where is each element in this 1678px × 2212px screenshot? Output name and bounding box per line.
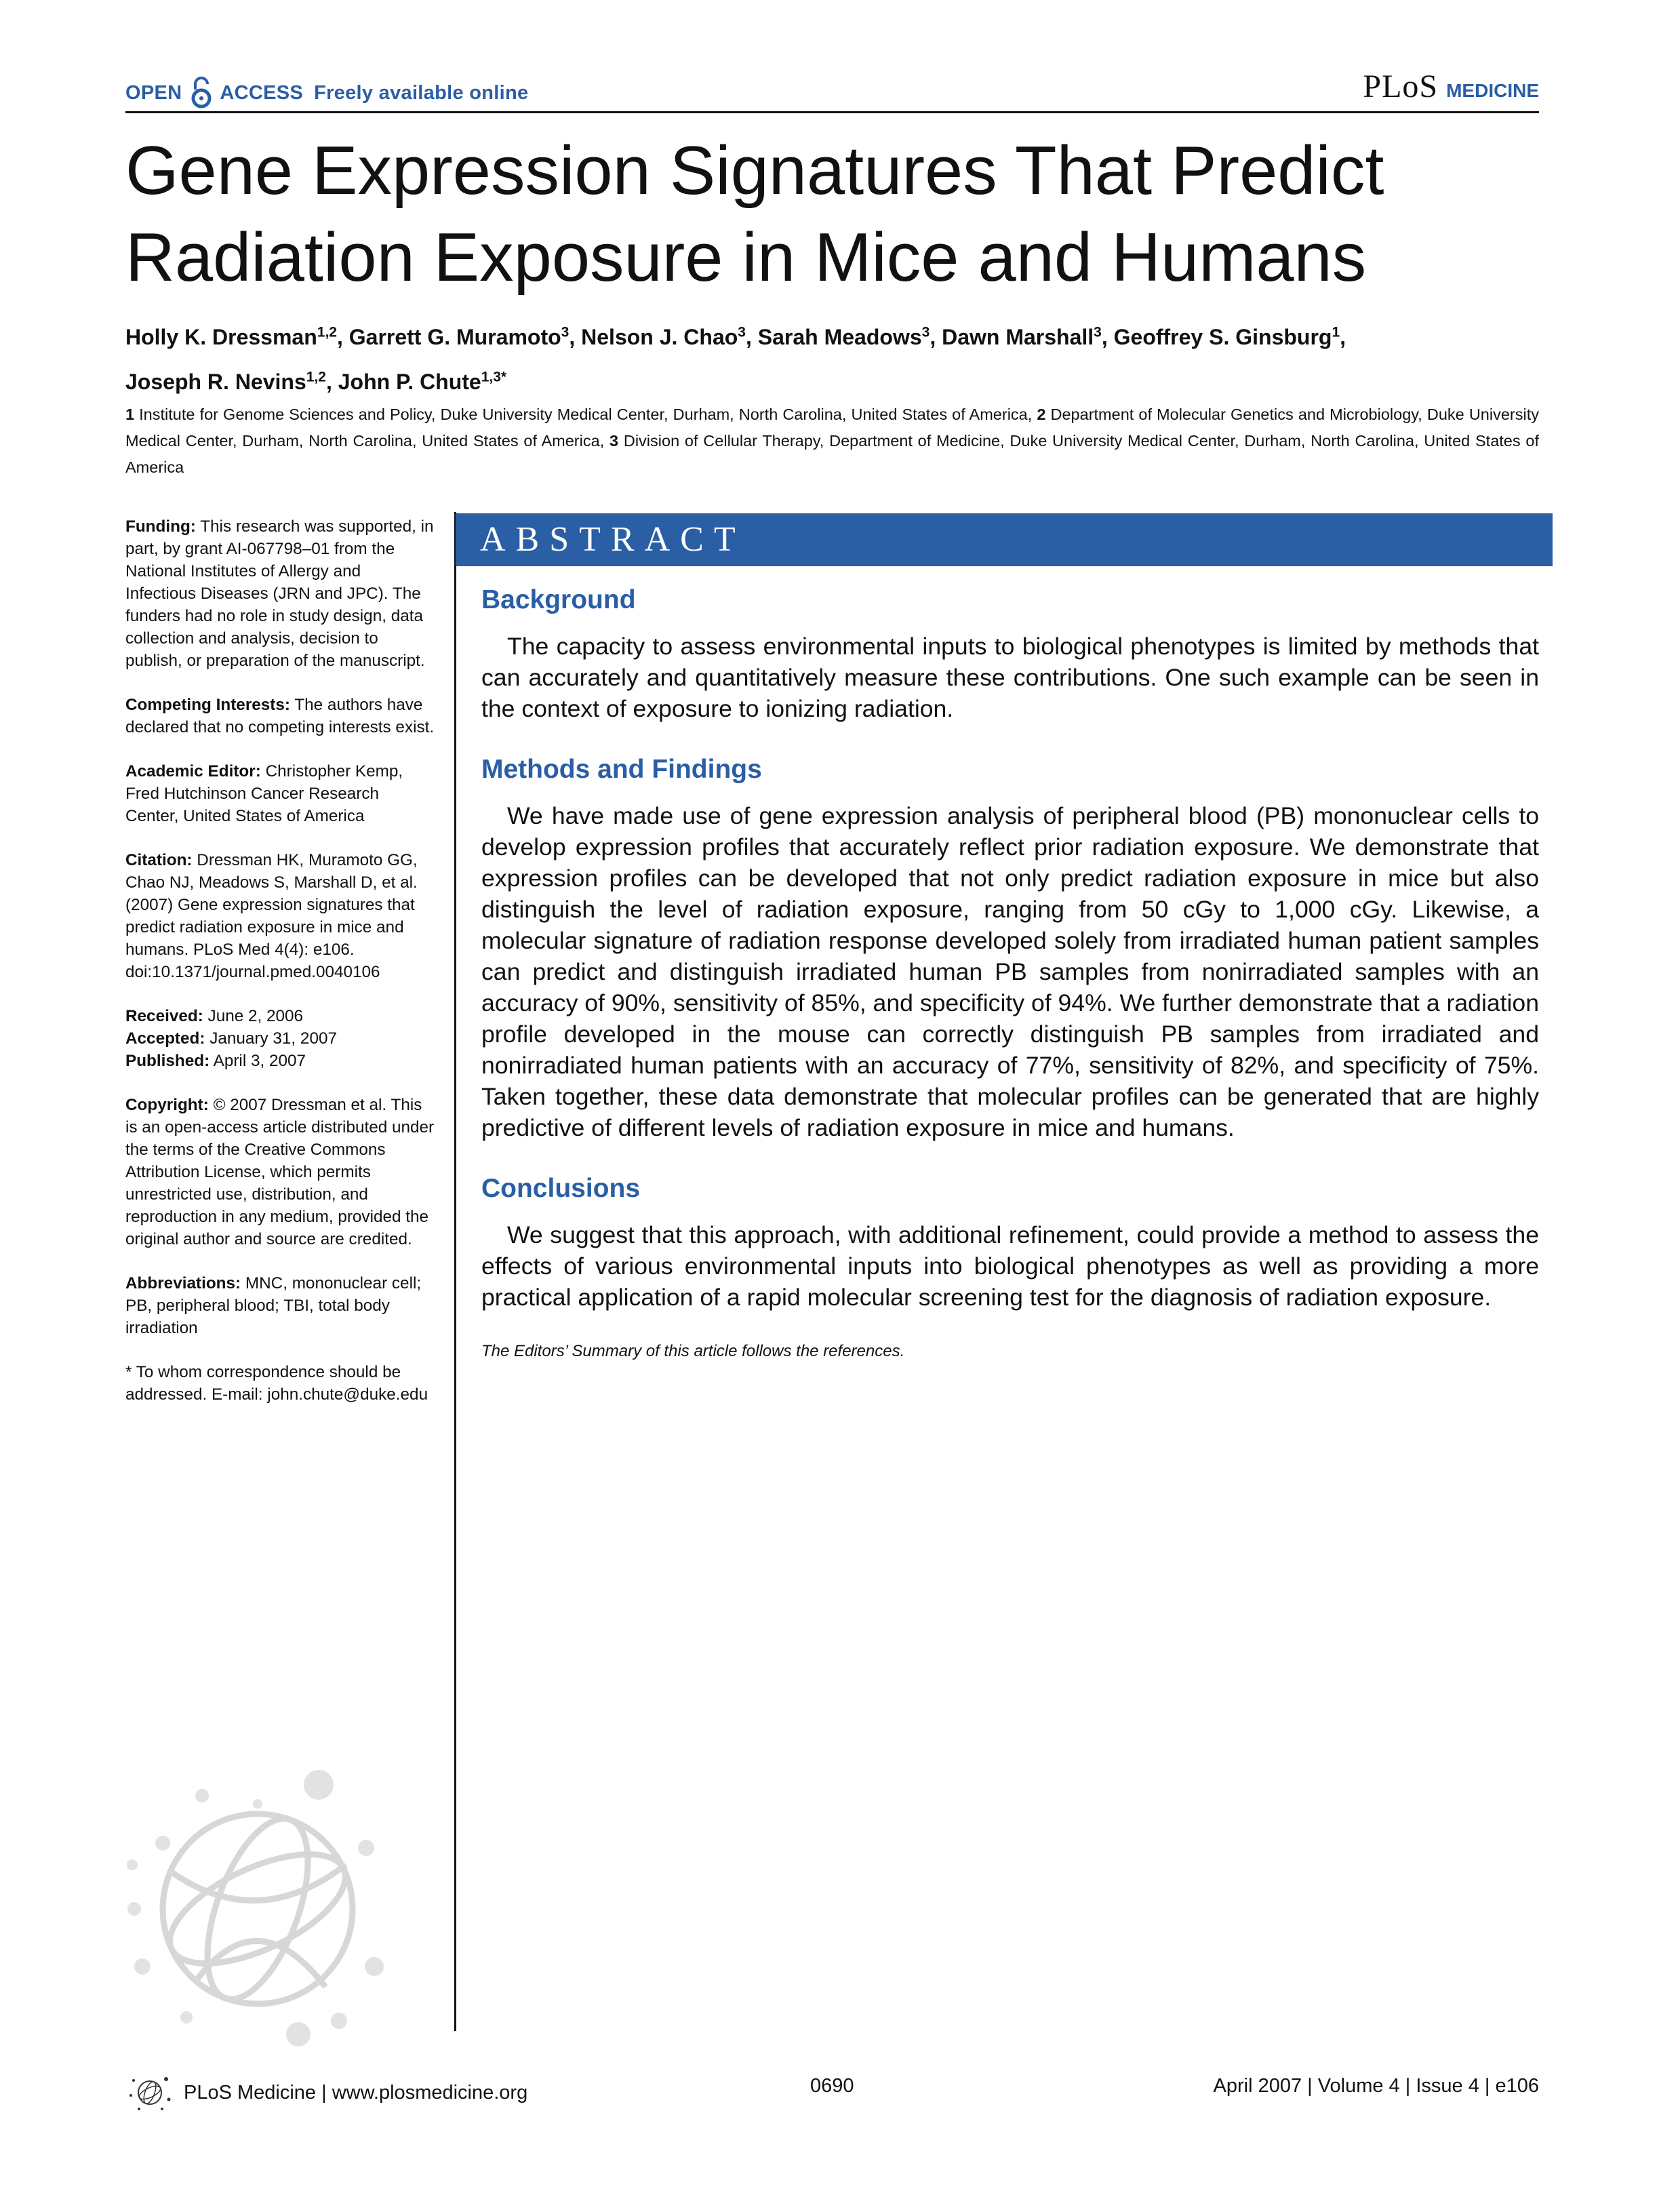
abstract-body [481, 583, 1539, 1378]
affiliation-number: 2 [1037, 406, 1046, 423]
author-list [125, 312, 1542, 402]
journal-name: MEDICINE [1446, 80, 1539, 101]
author: Garrett G. Muramoto$^3$, [348, 324, 582, 349]
competing-interests-note: Competing Interests: The authors have declared that no competing interests exist. [125, 696, 435, 736]
header-rule [125, 111, 1539, 113]
footer-journal [125, 2072, 527, 2113]
conclusions-section [481, 1172, 1539, 1313]
dates-note: Received: June 2, 2006 Accepted: January 31, 2007 Published: April 3, 2007 [125, 1007, 337, 1070]
affiliation-number: 3 [610, 432, 619, 450]
citation-note: Citation: Dressman HK, Muramoto GG, Chao NJ, Meadows S, Marshall D, et al. (2007) Gene expression signatures that predict radiation exposure in mice and humans. PLoS Med 4(4): e106. doi:10.1371/journal.pmed.0040106 [125, 851, 418, 981]
academic-editor-note: Academic Editor: Christopher Kemp, Fred Hutchinson Cancer Research Center, United States of America [125, 762, 403, 825]
author: Sarah Meadows$^3$, [757, 324, 942, 349]
affiliation-text: Division of Cellular Therapy, Department of Medicine, Duke University Medical Center, Durham, North Carolina, United States of America [125, 432, 1539, 476]
funding-note: Funding: This research was supported, in part, by grant AI-067798–01 from the National Institutes of Allergy and Infectious Diseases (JRN and JPC). The funders had no role in study design, data collection and analysis, decision to publish, or preparation of the manuscript. [125, 517, 434, 670]
methods-section [481, 753, 1539, 1143]
page-number: 0690 [810, 2075, 854, 2097]
plos-wordmark: PLoS [1363, 68, 1439, 104]
correspondence-note: * To whom correspondence should be addressed. E-mail: john.chute@duke.edu [125, 1363, 428, 1404]
affiliation-text: Department of Molecular Genetics and Microbiology, Duke University Medical Center, Durham, North Carolina, United States of America, [125, 406, 1539, 450]
open-access-badge [125, 76, 528, 110]
journal-logo [1363, 68, 1539, 105]
abstract-label: ABSTRACT [480, 520, 746, 559]
freely-available-text: Freely available online [314, 81, 529, 104]
section-text: We have made use of gene expression analysis of peripheral blood (PB) mononuclear cells to develop expression profiles that accurately reflect prior radiation exposure. We demonstrate that expression profiles can be developed that not only predict radiation exposure in mice but also distinguish the level of radiation exposure, ranging from 50 cGy to 1,000 cGy. Likewise, a molecular signature of radiation response developed solely from irradiated human patient samples can predict and distinguish irradiated human PB samples from nonirradiated samples with an accuracy of 90%, sensitivity of 85%, and specificity of 94%. We further demonstrate that a radiation profile developed in the mouse can correctly distinguish PB samples from irradiated and nonirradiated human patients with an accuracy of 77%, sensitivity of 82%, and specificity of 75%. Taken together, these data demonstrate that molecular profiles can be generated that are highly predictive of different levels of radiation exposure in mice and humans. [481, 802, 1539, 1141]
section-heading: Methods and Findings [481, 755, 762, 784]
plos-globe-icon [122, 1763, 393, 2055]
background-section [481, 583, 1539, 724]
copyright-note: Copyright: © 2007 Dressman et al. This is an open-access article distributed under the terms of the Creative Commons Attribution License, which permits unrestricted use, distribution, and reproduction in any medium, provided the original author and source are credited. [125, 1096, 435, 1248]
author: Dawn Marshall$^3$, [942, 324, 1114, 349]
abbreviations-note: Abbreviations: MNC, mononuclear cell; PB, peripheral blood; TBI, total body irradiation [125, 1274, 422, 1337]
column-divider [454, 512, 456, 2031]
affiliations [125, 401, 1539, 481]
plos-globe-small-icon [125, 2072, 174, 2113]
author: Nelson J. Chao$^3$, [581, 324, 758, 349]
article-sidebar [125, 515, 435, 1427]
open-lock-icon [188, 76, 214, 110]
affiliation-number: 1 [125, 406, 135, 423]
author: Joseph R. Nevins$^{1,2}$, [125, 369, 338, 395]
section-heading: Background [481, 585, 636, 614]
section-text: The capacity to assess environmental inputs to biological phenotypes is limited by methods that can accurately and quantitatively measure these contributions. One such example can be seen in the context of exposure to ionizing radiation. [481, 633, 1539, 722]
open-access-right-text: ACCESS [220, 81, 304, 104]
open-access-left-text: OPEN [125, 81, 182, 104]
footer-issue-info: April 2007 | Volume 4 | Issue 4 | e106 [1213, 2075, 1539, 2097]
affiliation-text: Institute for Genome Sciences and Policy, Duke University Medical Center, Durham, North Carolina, United States of America, [134, 406, 1037, 423]
author: Holly K. Dressman$^{1,2}$, [125, 324, 349, 349]
footer-journal-text: PLoS Medicine | www.plosmedicine.org [184, 2082, 528, 2104]
article-title: Gene Expression Signatures That Predict Radiation Exposure in Mice and Humans [125, 133, 1384, 296]
author: John P. Chute$^{1,3*}$ [338, 369, 507, 395]
section-text: We suggest that this approach, with additional refinement, could provide a method to assess the effects of various environmental inputs into biological phenotypes as well as providing a more practical application of a rapid molecular screening test for the diagnosis of radiation exposure. [481, 1221, 1539, 1311]
editors-summary-note: The Editors’ Summary of this article follows the references. [481, 1342, 905, 1360]
author: Geoffrey S. Ginsburg$^1$, [1113, 324, 1346, 349]
section-heading: Conclusions [481, 1174, 641, 1203]
